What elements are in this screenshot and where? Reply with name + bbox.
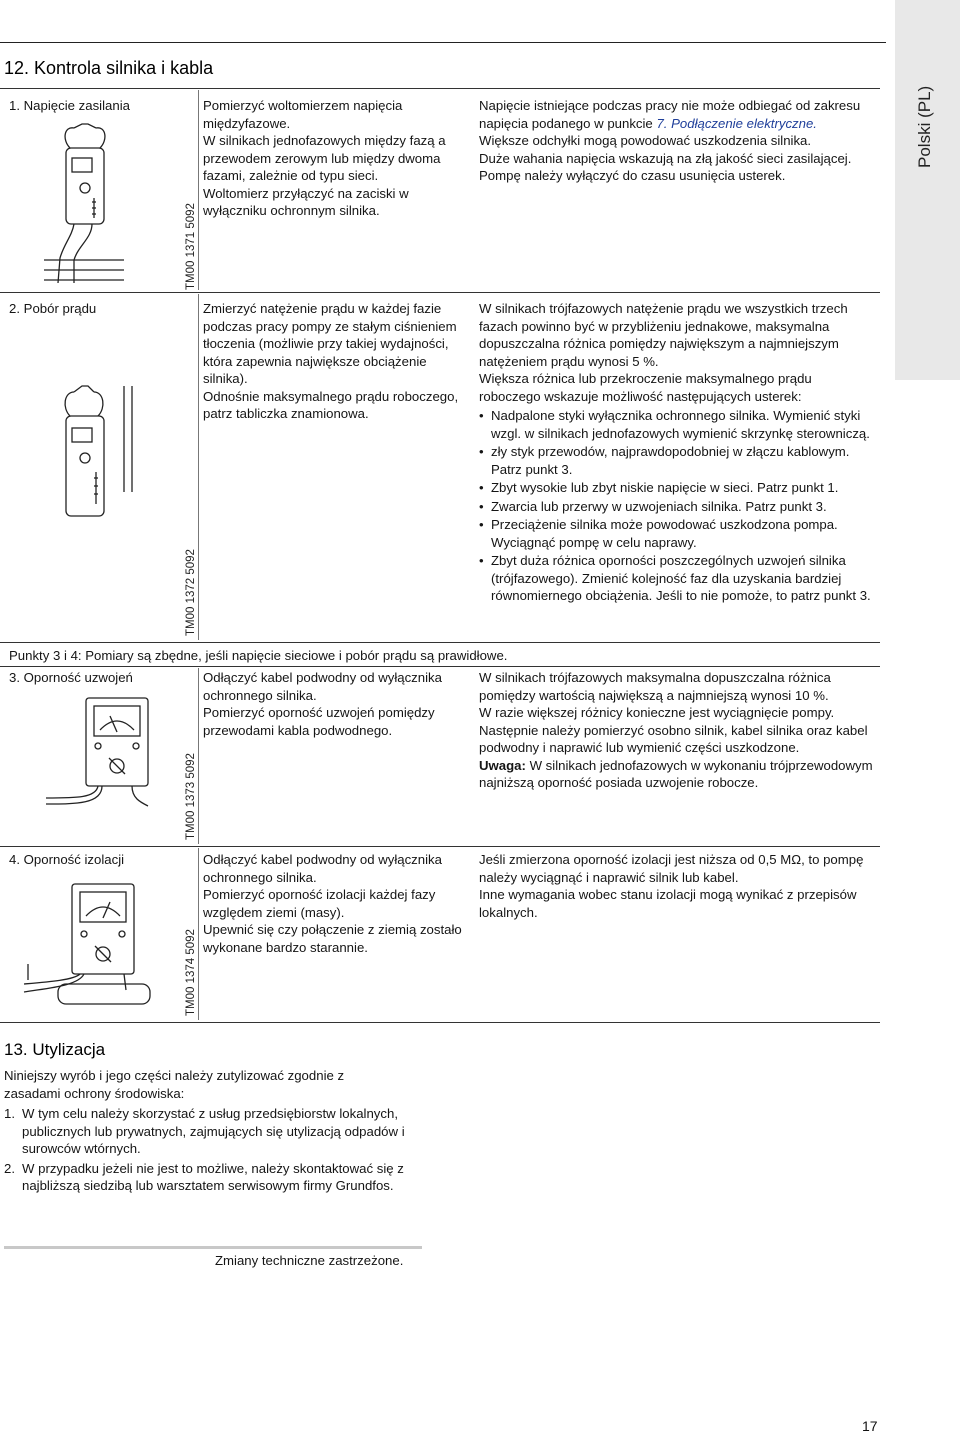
fault-item: • Zwarcia lub przerwy w uzwojeniach silnika. Patrz punkt 3. <box>479 498 874 516</box>
disposal-item-number: 1. <box>4 1106 15 1121</box>
warning-label: Uwaga: <box>479 757 526 773</box>
clamp-meter-figure-1 <box>34 118 134 290</box>
footer-rule <box>4 1246 422 1249</box>
row2-instruction <box>203 300 471 423</box>
disposal-item-text: W tym celu należy skorzystać z usług przedsiębiorstw lokalnych, publicznych lub prywatnych, zajmujących się utylizacją odpadów i surowców wtórnych. <box>22 1106 405 1156</box>
row2-note-text: W silnikach trójfazowych natężenie prądu we wszystkich trzech fazach powinno być w przybliżeniu jednakowe, maksymalna dopuszczalna różnica pomiędzy największym a najmniejszym natężeniem prądu wynosi 5 %. Większa różnica lub przekroczenie maksymalnego prądu roboczego wskazuje możliwość następujących usterek: <box>479 301 848 404</box>
section-12-title: 12. Kontrola silnika i kabla <box>4 58 214 78</box>
row4-note <box>479 851 874 921</box>
row1-note-link[interactable]: 7. Podłączenie elektryczne. <box>656 115 817 131</box>
disposal-list <box>4 1103 419 1195</box>
page-number: 17 <box>862 1418 878 1434</box>
row1-instruction-text: Pomierzyć woltomierzem napięcia międzyfazowe. W silnikach jednofazowych między fazą a przewodem zerowym lub między dwoma fazami, zależnie od typu sieci. Woltomierz przyłączyć na zaciski w wyłączniku ochronnym silnika. <box>203 98 446 218</box>
row1-note <box>479 97 874 185</box>
figure-code-4: TM00 1374 5092 <box>185 929 197 1016</box>
figure-code-1: TM00 1371 5092 <box>185 203 197 290</box>
table-top-rule <box>0 88 880 89</box>
row3-note <box>479 669 874 792</box>
row2-note <box>479 300 874 606</box>
row1-divider <box>198 90 199 290</box>
disposal-intro: Niniejszy wyrób i jego części należy zutylizować zgodnie z zasadami ochrony środowiska: <box>4 1068 345 1101</box>
row4-divider <box>198 848 199 1020</box>
row2-instruction-text: Zmierzyć natężenie prądu w każdej fazie podczas pracy pompy ze stałym ciśnieniem tłoczenia (możliwie przy takiej wydajności, która zapewnia największe obciążenie silnika). Odnośnie maksymalnego prądu roboczego, patrz tabliczka znamionowa. <box>203 301 459 421</box>
fault-item: • Zbyt duża różnica oporności poszczególnych uzwojeń silnika (trójfazowego). Zmienić kolejność faz dla uzyskania bardziej równomiernego obciążenia. Jeśli to nie pomoże, to patrz punkt 3. <box>479 552 874 605</box>
note-bottom-rule <box>0 666 880 667</box>
row4-instruction-text: Odłączyć kabel podwodny od wyłącznika ochronnego silnika. Pomierzyć oporność izolacji każdej fazy względem ziemi (masy). Upewnić się czy połączenie z ziemią zostało wykonane bardzo starannie. <box>203 852 462 955</box>
fault-item: • Nadpalone styki wyłącznika ochronnego silnika. Wymienić styki wzgl. w silnikach jednofazowych wymienić skrzynkę sterowniczą. <box>479 407 874 442</box>
row1-bottom-rule <box>0 292 880 293</box>
row3-instruction <box>203 669 471 739</box>
disposal-item-2 <box>4 1160 419 1195</box>
row2-bottom-rule <box>0 642 880 643</box>
language-side-tab <box>895 0 960 380</box>
top-rule <box>0 42 886 43</box>
row3-bottom-rule <box>0 846 880 847</box>
language-tab-label: Polski (PL) <box>915 85 934 168</box>
row4-label: 4. Oporność izolacji <box>9 852 125 867</box>
row4-note-text: Jeśli zmierzona oporność izolacji jest niższa od 0,5 MΩ, to pompę należy wyciągnąć i naprawić silnik lub kabel. Inne wymagania wobec stanu izolacji mogą wynikać z przepisów lokalnych. <box>479 852 864 920</box>
section-13-title: 13. Utylizacja <box>4 1040 106 1059</box>
fault-item: • zły styk przewodów, najprawdopodobniej w złączu kablowym. Patrz punkt 3. <box>479 443 874 478</box>
row2-label: 2. Pobór prądu <box>9 301 97 316</box>
ohmmeter-figure-3 <box>36 694 156 814</box>
row3-note-text: W silnikach trójfazowych maksymalna dopuszczalna różnica pomiędzy wartością największą a najmniejszą wynosi 10 %. W razie większej różnicy konieczne jest wyciągnięcie pompy. Następnie należy pomierzyć osobno silnik, kabel silnika oraz kabel podwodny i naprawić lub wymienić części uszkodzone. <box>479 670 868 755</box>
fault-item: • Zbyt wysokie lub zbyt niskie napięcie w sieci. Patrz punkt 1. <box>479 479 874 497</box>
disposal-item-text: W przypadku jeżeli nie jest to możliwe, należy skontaktować się z najbliższą siedzibą lub warsztatem serwisowym firmy Grundfos. <box>22 1160 404 1193</box>
fault-item: • Przeciążenie silnika może powodować uszkodzona pompa. Wyciągnąć pompę w celu naprawy. <box>479 516 874 551</box>
disposal-item-1 <box>4 1105 419 1158</box>
row2-fault-list <box>479 407 874 605</box>
warning-text: W silnikach jednofazowych w wykonaniu trójprzewodowym najniższą oporność posiada uzwojenie robocze. <box>479 757 873 790</box>
row1-label: 1. Napięcie zasilania <box>9 98 130 113</box>
row4-instruction <box>203 851 471 956</box>
disposal-item-number: 2. <box>4 1160 15 1176</box>
table-bottom-rule <box>0 1022 880 1023</box>
clamp-meter-figure-2 <box>52 382 142 552</box>
row2-divider <box>198 294 199 640</box>
row1-instruction <box>203 97 471 220</box>
row3-instruction-text: Odłączyć kabel podwodny od wyłącznika ochronnego silnika. Pomierzyć oporność uzwojeń pomiędzy przewodami kabla podwodnego. <box>203 670 442 738</box>
row3-divider <box>198 668 199 844</box>
row1-note-tail: Większe odchyłki mogą powodować uszkodzenia silnika. Duże wahania napięcia wskazują na złą jakość sieci zasilającej. Pompę należy wyłączyć do czasu usunięcia usterek. <box>479 133 852 183</box>
measurement-note: Punkty 3 i 4: Pomiary są zbędne, jeśli napięcie sieciowe i pobór prądu są prawidłowe. <box>9 648 508 663</box>
row3-label: 3. Oporność uzwojeń <box>9 670 133 685</box>
ohmmeter-figure-4 <box>18 880 158 1012</box>
row1-note-text: Napięcie istniejące podczas pracy nie może odbiegać od zakresu napięcia podanego w punkcie <box>479 98 861 131</box>
figure-code-2: TM00 1372 5092 <box>185 549 197 636</box>
row3-note-warning <box>479 757 874 792</box>
figure-code-3: TM00 1373 5092 <box>185 753 197 840</box>
footer-note: Zmiany techniczne zastrzeżone. <box>215 1253 404 1268</box>
